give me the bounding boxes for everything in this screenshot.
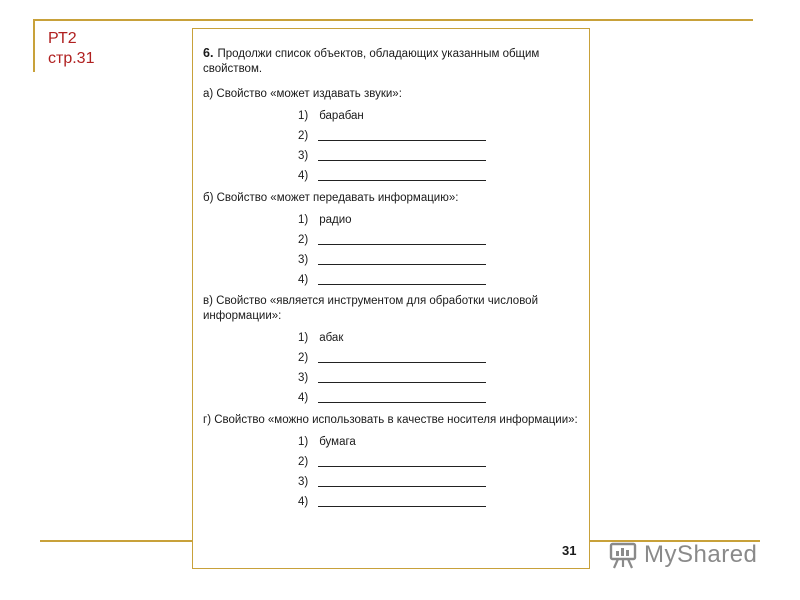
worksheet-page <box>192 28 590 569</box>
answer-line <box>318 466 486 467</box>
answer-line <box>318 382 486 383</box>
item-number: 1) <box>298 110 309 122</box>
left-rule <box>33 19 35 72</box>
logo-text: MyShared <box>644 541 758 568</box>
list-item <box>298 350 498 366</box>
item-number: 2) <box>298 130 309 142</box>
answer-line <box>318 264 486 265</box>
answer-line <box>318 402 486 403</box>
list-item <box>298 128 498 144</box>
list-item <box>298 108 498 124</box>
answer-line <box>318 244 486 245</box>
item-number: 1) <box>298 214 309 226</box>
item-number: 4) <box>298 392 309 404</box>
section-heading-c: в) Свойство «является инструментом для обработки числовой информации»: <box>203 295 538 322</box>
item-number: 3) <box>298 254 309 266</box>
item-text: барабан <box>319 110 364 122</box>
task-header <box>203 46 583 77</box>
item-number: 4) <box>298 274 309 286</box>
list-item <box>298 390 498 406</box>
list-item <box>298 330 498 346</box>
answer-line <box>318 180 486 181</box>
slide-caption <box>48 29 94 69</box>
item-number: 4) <box>298 496 309 508</box>
list-item <box>298 370 498 386</box>
answer-line <box>318 362 486 363</box>
list-item <box>298 474 498 490</box>
top-rule <box>33 19 753 21</box>
task-text: Продолжи список объектов, обладающих указанным общим свойством. <box>203 48 540 75</box>
caption-line-1: РТ2 <box>48 30 77 47</box>
item-number: 4) <box>298 170 309 182</box>
list-item <box>298 494 498 510</box>
caption-line-2: стр.31 <box>48 50 95 67</box>
item-number: 3) <box>298 476 309 488</box>
task-number: 6. <box>203 46 214 60</box>
list-item <box>298 272 498 288</box>
list-item <box>298 252 498 268</box>
presentation-board-icon <box>608 540 638 570</box>
item-text: бумага <box>319 436 356 448</box>
item-text: радио <box>319 214 352 226</box>
item-number: 2) <box>298 234 309 246</box>
answer-line <box>318 284 486 285</box>
list-item <box>298 232 498 248</box>
item-number: 3) <box>298 372 309 384</box>
answer-line <box>318 506 486 507</box>
list-item <box>298 212 498 228</box>
item-number: 1) <box>298 332 309 344</box>
section-heading-a: а) Свойство «может издавать звуки»: <box>203 88 402 100</box>
list-item <box>298 454 498 470</box>
answer-line <box>318 160 486 161</box>
item-number: 2) <box>298 456 309 468</box>
section-heading-d: г) Свойство «можно использовать в качестве носителя информации»: <box>203 414 578 426</box>
page-number: 31 <box>562 543 577 558</box>
item-number: 1) <box>298 436 309 448</box>
section-heading-b: б) Свойство «может передавать информацию»: <box>203 192 459 204</box>
myshared-logo[interactable] <box>608 538 757 572</box>
answer-line <box>318 140 486 141</box>
item-number: 3) <box>298 150 309 162</box>
list-item <box>298 148 498 164</box>
answer-line <box>318 486 486 487</box>
item-text: абак <box>319 332 344 344</box>
list-item <box>298 434 498 450</box>
item-number: 2) <box>298 352 309 364</box>
list-item <box>298 168 498 184</box>
